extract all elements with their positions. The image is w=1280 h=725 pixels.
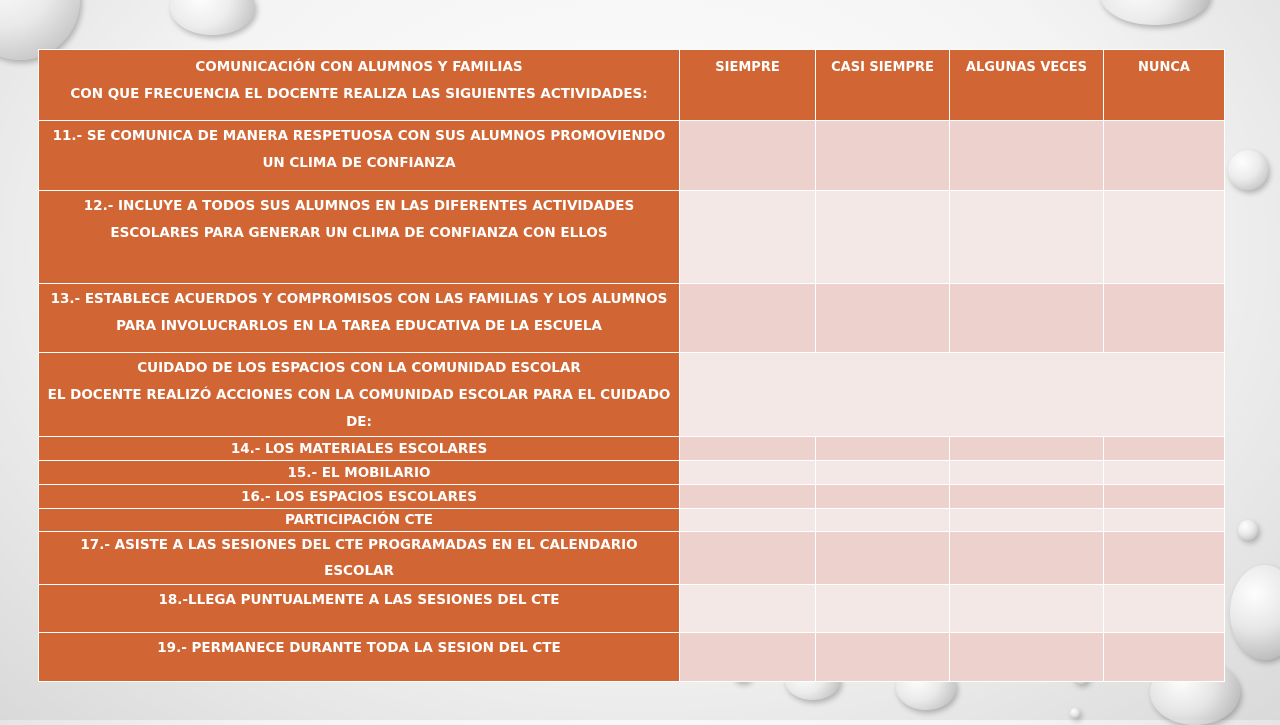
answer-cell-nunca[interactable] [1104, 485, 1225, 509]
answer-cell-siempre[interactable] [680, 532, 816, 585]
table-row [39, 633, 1225, 682]
answer-cell-siempre[interactable] [680, 284, 816, 353]
survey-table [38, 49, 1225, 682]
table-row [39, 532, 1225, 585]
table-header-row [39, 50, 1225, 121]
column-header-algunas-veces: ALGUNAS VECES [950, 50, 1104, 121]
water-drop-decoration [1238, 520, 1258, 540]
section-header-care-of-spaces [39, 353, 680, 437]
answer-cell-siempre[interactable] [680, 191, 816, 284]
section-header-cte: PARTICIPACIÓN CTE [39, 509, 680, 532]
answer-cell-casi-siempre[interactable] [816, 284, 950, 353]
answer-cell-casi-siempre[interactable] [816, 633, 950, 682]
section-row-cte [39, 509, 1225, 532]
question-14: 14.- LOS MATERIALES ESCOLARES [39, 437, 680, 461]
answer-cell-algunas-veces[interactable] [950, 437, 1104, 461]
answer-cell-algunas-veces [950, 509, 1104, 532]
table-row [39, 461, 1225, 485]
table-row [39, 437, 1225, 461]
answer-cell-algunas-veces[interactable] [950, 585, 1104, 633]
answer-cell-algunas-veces[interactable] [950, 485, 1104, 509]
section-row-care-of-spaces [39, 353, 1225, 437]
section-blank-cell [680, 353, 1225, 437]
answer-cell-siempre[interactable] [680, 121, 816, 191]
answer-cell-siempre[interactable] [680, 585, 816, 633]
table-row [39, 485, 1225, 509]
question-13: 13.- ESTABLECE ACUERDOS Y COMPROMISOS CON LAS FAMILIAS Y LOS ALUMNOS PARA INVOLUCRARLOS EN LA TAREA EDUCATIVA DE LA ESCUELA [39, 284, 680, 353]
answer-cell-algunas-veces[interactable] [950, 284, 1104, 353]
section-title: COMUNICACIÓN CON ALUMNOS Y FAMILIAS [195, 59, 523, 75]
water-drop-decoration [1230, 565, 1280, 660]
answer-cell-casi-siempre[interactable] [816, 485, 950, 509]
answer-cell-siempre[interactable] [680, 633, 816, 682]
answer-cell-nunca[interactable] [1104, 121, 1225, 191]
question-15: 15.- EL MOBILARIO [39, 461, 680, 485]
answer-cell-algunas-veces[interactable] [950, 121, 1104, 191]
answer-cell-casi-siempre [816, 509, 950, 532]
answer-cell-nunca[interactable] [1104, 532, 1225, 585]
answer-cell-nunca[interactable] [1104, 585, 1225, 633]
answer-cell-algunas-veces[interactable] [950, 191, 1104, 284]
table-row [39, 191, 1225, 284]
table-row [39, 585, 1225, 633]
answer-cell-casi-siempre[interactable] [816, 461, 950, 485]
question-11: 11.- SE COMUNICA DE MANERA RESPETUOSA CON SUS ALUMNOS PROMOVIENDO UN CLIMA DE CONFIANZA [39, 121, 680, 191]
question-17: 17.- ASISTE A LAS SESIONES DEL CTE PROGRAMADAS EN EL CALENDARIO ESCOLAR [39, 532, 680, 585]
answer-cell-siempre[interactable] [680, 461, 816, 485]
answer-cell-casi-siempre[interactable] [816, 532, 950, 585]
water-drop-decoration [1228, 150, 1268, 190]
table-row [39, 284, 1225, 353]
answer-cell-nunca[interactable] [1104, 191, 1225, 284]
water-drop-decoration [170, 0, 255, 35]
question-12: 12.- INCLUYE A TODOS SUS ALUMNOS EN LAS DIFERENTES ACTIVIDADES ESCOLARES PARA GENERAR UN CLIMA DE CONFIANZA CON ELLOS [39, 191, 680, 284]
answer-cell-algunas-veces[interactable] [950, 633, 1104, 682]
answer-cell-nunca[interactable] [1104, 633, 1225, 682]
question-18: 18.-LLEGA PUNTUALMENTE A LAS SESIONES DEL CTE [39, 585, 680, 633]
water-drop-decoration [1100, 0, 1210, 25]
answer-cell-casi-siempre[interactable] [816, 585, 950, 633]
answer-cell-casi-siempre[interactable] [816, 121, 950, 191]
water-drop-decoration [1070, 708, 1080, 718]
answer-cell-siempre [680, 509, 816, 532]
section-header-communication [39, 50, 680, 121]
question-19: 19.- PERMANECE DURANTE TODA LA SESION DEL CTE [39, 633, 680, 682]
answer-cell-casi-siempre[interactable] [816, 191, 950, 284]
table-row [39, 121, 1225, 191]
section-subtitle: CON QUE FRECUENCIA EL DOCENTE REALIZA LAS SIGUIENTES ACTIVIDADES: [70, 86, 648, 102]
answer-cell-nunca[interactable] [1104, 461, 1225, 485]
column-header-nunca: NUNCA [1104, 50, 1225, 121]
answer-cell-nunca[interactable] [1104, 284, 1225, 353]
answer-cell-siempre[interactable] [680, 485, 816, 509]
question-16: 16.- LOS ESPACIOS ESCOLARES [39, 485, 680, 509]
section-subtitle: EL DOCENTE REALIZÓ ACCIONES CON LA COMUNIDAD ESCOLAR PARA EL CUIDADO DE: [47, 387, 671, 430]
answer-cell-nunca [1104, 509, 1225, 532]
column-header-casi-siempre: CASI SIEMPRE [816, 50, 950, 121]
section-title: CUIDADO DE LOS ESPACIOS CON LA COMUNIDAD ESCOLAR [137, 360, 581, 376]
column-header-siempre: SIEMPRE [680, 50, 816, 121]
answer-cell-algunas-veces[interactable] [950, 461, 1104, 485]
answer-cell-casi-siempre[interactable] [816, 437, 950, 461]
answer-cell-algunas-veces[interactable] [950, 532, 1104, 585]
answer-cell-nunca[interactable] [1104, 437, 1225, 461]
answer-cell-siempre[interactable] [680, 437, 816, 461]
